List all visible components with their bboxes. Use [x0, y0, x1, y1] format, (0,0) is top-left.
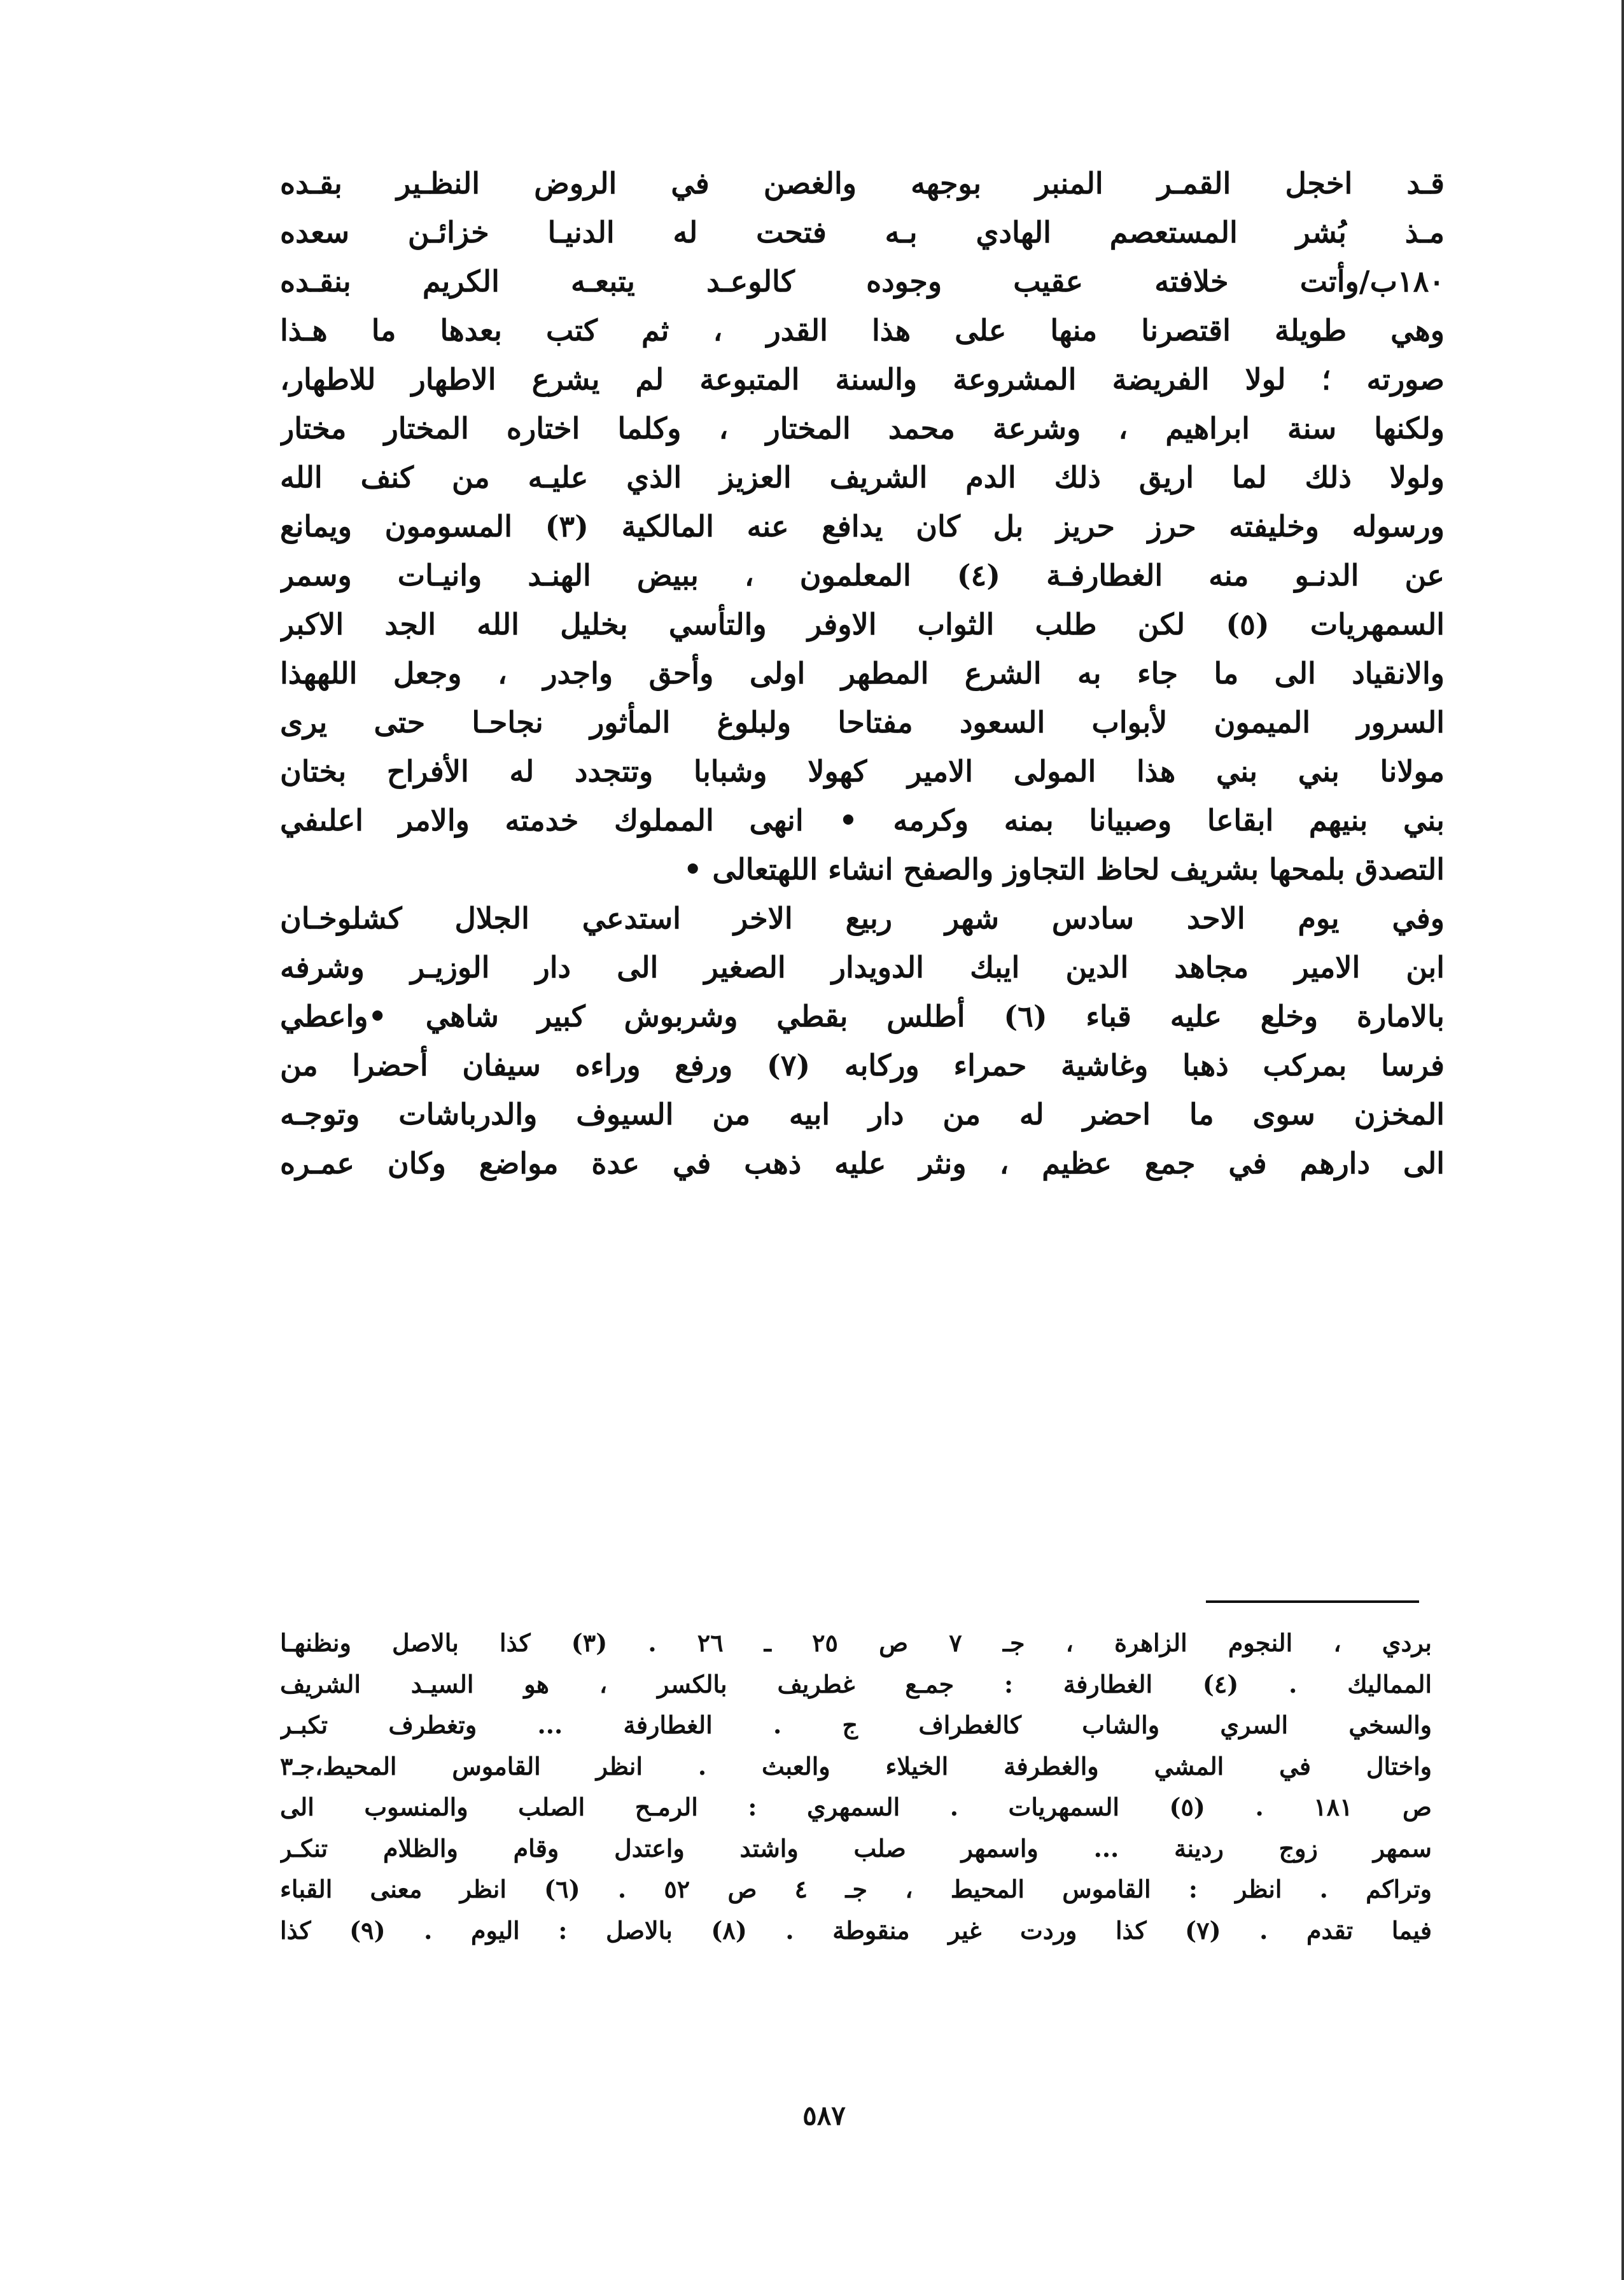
text-line: التصدق بلمحها بشريف لحاظ التجاوز والصفح انشاء اللهتعالى • [683, 852, 1445, 886]
text-line: وفي يوم الاحد سادس شهر ربيع الاخر استدعي الجلال كشلوخـان [280, 901, 1445, 935]
footnote-line: فيما تقدم . (٧) كذا وردت غير منقوطة . (٨) بالاصل : اليوم . (٩) كذا [280, 1915, 1432, 1945]
text-line: بالامارة وخلع عليه قباء (٦) أطلس بقطي وشربوش كبير شاهي •واعطي [280, 999, 1445, 1033]
text-line: مولانا بني بني هذا المولى الامير كهولا وشبابا وتتجدد له الأفراح بختان [280, 754, 1445, 788]
text-line: السرور الميمون لأبواب السعود مفتاحا ولبلوغ المأثور نجاحـا حتى يرى [280, 705, 1445, 739]
text-line: عن الدنـو منه الغطارفـة (٤) المعلمون ، ببيض الهنـد وانيـات وسمر [280, 558, 1445, 592]
footnote-line: المماليك . (٤) الغطارفة : جمـع غطريف بالكسر ، هو السيـد الشريف [280, 1669, 1432, 1698]
verse-line-2: مـذ بُشر المستعصم الهادي بـه فتحت له الدنيـا خزائـن سعده [280, 215, 1445, 249]
text-line: وهي طويلة اقتصرنا منها على هذا القدر ، ثم كتب بعدها ما هـذا [280, 313, 1445, 347]
footnote-line: وتراكم . انظر : القاموس المحيط ، جـ ٤ ص ٥٢ . (٦) انظر معنى القباء [280, 1875, 1432, 1903]
text-line: بني بنيهم ابقاعا وصبيانا بمنه وكرمه • انهى المملوك خدمته والامر اعلىفي [280, 803, 1445, 837]
text-line: ولكنها سنة ابراهيم ، وشرعة محمد المختار ، وكلما اختاره المختار مختار [280, 411, 1445, 445]
text-line: صورته ؛ لولا الفريضة المشروعة والسنة المتبوعة لم يشرع الاطهار للاطهار، [280, 362, 1445, 396]
footnote-line: ص ١٨١ . (٥) السمهريات . السمهري : الرمـح الصلب والمنسوب الى [280, 1793, 1432, 1821]
verse-line-1: قـد اخجل القمـر المنبر بوجهه والغصن في الروض النظـير بقـده [280, 166, 1445, 200]
main-text [280, 159, 1445, 1188]
footnote-line: بردي ، النجوم الزاهرة ، جـ ٧ ص ٢٥ ـ ٢٦ . (٣) كذا بالاصل ونظنهـا [280, 1628, 1432, 1657]
footnote-divider [1206, 1600, 1419, 1603]
text-line: ولولا ذلك لما اريق ذلك الدم الشريف العزيز الذي عليـه من كنف الله [280, 460, 1445, 494]
text-line: الى دارهم في جمع عظيم ، ونثر عليه ذهب في عدة مواضع وكان عمـره [280, 1146, 1445, 1180]
text-line: السمهريات (٥) لكن طلب الثواب الاوفر والتأسي بخليل الله الجد الاكبر [280, 607, 1445, 641]
footnote-line: والسخي السري والشاب كالغطراف ج . الغطارفة ... وتغطرف تكبـر [280, 1710, 1432, 1739]
footnotes [280, 1623, 1432, 1951]
text-line: ورسوله وخليفته حرز حريز بل كان يدافع عنه المالكية (٣) المسومون ويمانع [280, 509, 1445, 543]
verse-line-3: ١٨٠ب/وأتت خلافته عقيب وجوده كالوعـد يتبعـه الكريم بنقـده [280, 264, 1445, 298]
text-line: ابن الامير مجاهد الدين ايبك الدويدار الصغير الى دار الوزيـر وشرفه [280, 950, 1445, 984]
text-line: فرسا بمركب ذهبا وغاشية حمراء وركابه (٧) ورفع وراءه سيفان أحضرا من [280, 1048, 1445, 1082]
text-line: المخزن سوى ما احضر له من دار ابيه من السيوف والدرباشات وتوجـه [280, 1097, 1445, 1131]
text-line: والانقياد الى ما جاء به الشرع المطهر اولى وأحق واجدر ، وجعل اللههذا [280, 656, 1445, 690]
page-number: ٥٨٧ [802, 2100, 846, 2131]
footnote-line: واختال في المشي والغطرفة الخيلاء والعبث . انظر القاموس المحيط،جـ٣ [280, 1751, 1432, 1780]
footnote-line: سمهر زوج ردينة ... واسمهر صلب واشتد واعتدل وقام والظلام تنكـر [280, 1833, 1432, 1863]
page-edge [1621, 0, 1624, 2280]
